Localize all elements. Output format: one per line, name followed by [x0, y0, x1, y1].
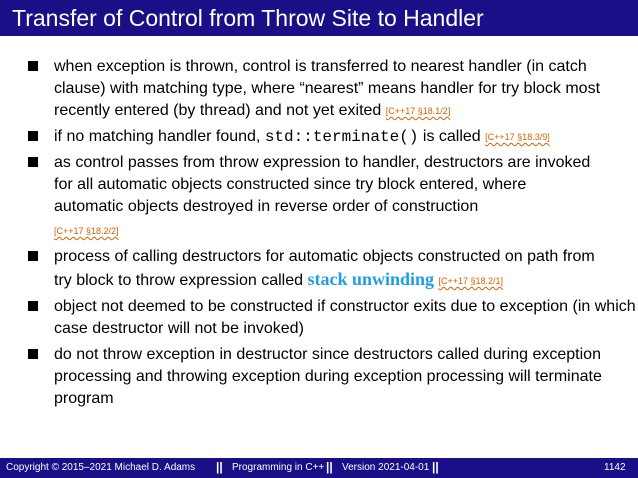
bullet-square-icon [28, 349, 38, 359]
citation-link[interactable]: [C++17 §18.2/2] [54, 226, 119, 236]
bullet-item [26, 344, 638, 410]
footer-separator: || [432, 460, 439, 474]
slide-content [26, 56, 636, 414]
bullet-item [26, 152, 594, 242]
footer-bar [0, 458, 638, 478]
bullet-text: object not deemed to be constructed if constructor exits due to exception (in which case destructor will not be invoked) [54, 298, 636, 337]
bullet-square-icon [28, 301, 38, 311]
code-text: std::terminate() [264, 128, 419, 146]
bullet-text: when exception is thrown, control is transferred to nearest handler (in catch clause) with matching type, where “nearest” means handler for try block most recently entered (by thread) and not yet exited [54, 58, 601, 119]
bullet-text: is called [422, 128, 481, 145]
citation-link[interactable]: [C++17 §18.3/9] [485, 132, 550, 142]
bullet-text: process of calling destructors for automatic objects constructed on path from try block to throw expression called [54, 248, 595, 289]
citation-link[interactable]: [C++17 §18.1/2] [385, 106, 451, 116]
bullet-item [26, 56, 614, 122]
citation-link[interactable]: [C++17 §18.2/1] [438, 276, 504, 286]
footer-version: Version 2021-04-01 [342, 462, 430, 473]
footer-copyright: Copyright © 2015–2021 Michael D. Adams [6, 462, 196, 473]
bullet-item [26, 246, 614, 292]
footer-separator: || [216, 460, 223, 474]
bullet-text: if no matching handler found, [54, 128, 261, 145]
bullet-square-icon [28, 157, 38, 167]
bullet-square-icon [28, 61, 38, 71]
footer-separator: || [326, 460, 333, 474]
footer-page-number: 1142 [604, 462, 626, 473]
keyword-term: stack unwinding [307, 269, 435, 289]
bullet-item [26, 296, 638, 340]
footer-course: Programming in C++ [232, 462, 325, 473]
bullet-text: do not throw exception in destructor since destructors called during exception processing and throwing exception during exception processing will terminate program [54, 346, 602, 407]
bullet-text: as control passes from throw expression to handler, destructors are invoked for all automatic objects constructed since try block entered, where automatic objects destroyed in reverse order of construction [54, 154, 591, 215]
bullet-item [26, 126, 626, 148]
slide-title: Transfer of Control from Throw Site to Handler [12, 5, 484, 31]
bullet-square-icon [28, 131, 38, 141]
title-bar [0, 0, 638, 36]
bullet-square-icon [28, 251, 38, 261]
